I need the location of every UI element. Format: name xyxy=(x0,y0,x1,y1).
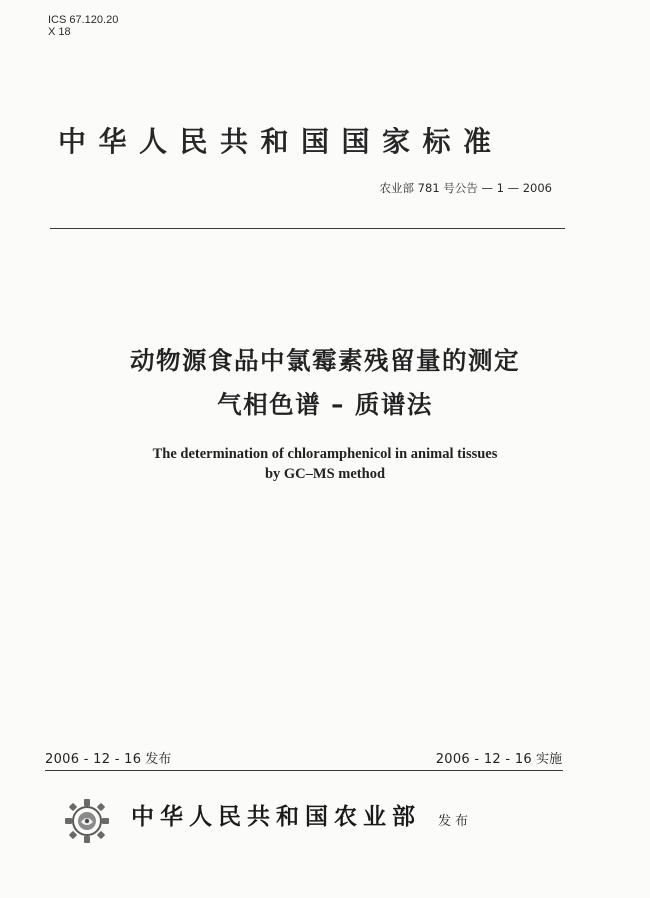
ministry-emblem-icon xyxy=(64,798,110,844)
issuing-authority-suffix: 发布 xyxy=(438,814,473,829)
standard-type-title: 中华人民共和国国家标准 xyxy=(58,125,504,158)
english-title-line1: The determination of chloramphenicol in animal tissues xyxy=(152,446,498,462)
implementation-date xyxy=(436,748,562,767)
english-title-line2: by GC–MS method xyxy=(264,466,386,482)
issue-date-label: 发布 xyxy=(145,752,172,767)
standard-number: 农业部 781 号公告 — 1 — 2006 xyxy=(379,181,552,195)
ics-code: ICS 67.120.20 xyxy=(48,14,119,26)
chinese-title-line2: 气相色谱 – 质谱法 xyxy=(217,390,433,419)
implementation-date-value: 2006 - 12 - 16 xyxy=(435,752,532,767)
footer-divider xyxy=(45,770,563,771)
classification-codes xyxy=(48,14,118,38)
implementation-date-label: 实施 xyxy=(535,752,562,767)
issue-date xyxy=(45,748,171,767)
issuing-authority: 中华人民共和国农业部 xyxy=(131,803,421,830)
chinese-title-line1: 动物源食品中氯霉素残留量的测定 xyxy=(130,346,520,375)
header-divider xyxy=(50,228,565,229)
ccs-code: X 18 xyxy=(48,26,71,38)
issue-date-value: 2006 - 12 - 16 xyxy=(45,752,142,767)
